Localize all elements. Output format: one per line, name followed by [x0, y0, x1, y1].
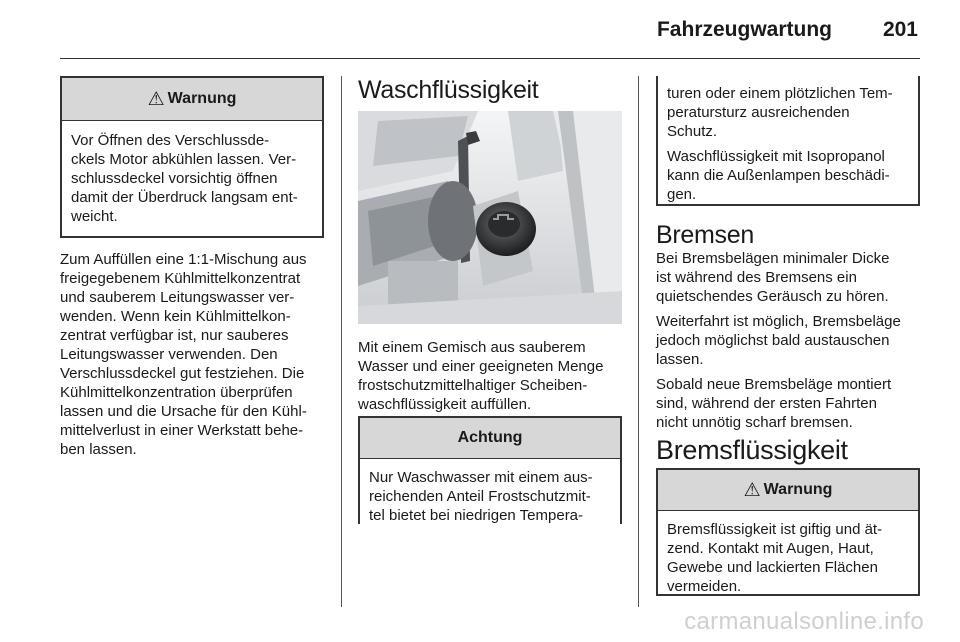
- caution-continuation-box: [656, 76, 920, 206]
- caution-box-header: [360, 418, 620, 459]
- column-divider-2: [638, 76, 639, 607]
- text-line: Gewebe und lackierten Flächen: [667, 559, 878, 576]
- washer-caution-box: [358, 416, 622, 524]
- text-line: Waschflüssigkeit mit Isopropanol: [667, 148, 885, 165]
- section-heading-washer-fluid: Waschflüssigkeit: [358, 76, 539, 104]
- caution-text: [360, 459, 620, 535]
- engine-bay-photo: [358, 111, 622, 324]
- text-line: frostschutzmittelhaltiger Scheiben-: [358, 377, 588, 394]
- text-line: zentrat verfügbar ist, nur sauberes: [60, 327, 289, 344]
- coolant-paragraph: [60, 250, 324, 459]
- text-line: und sauberem Leitungswasser ver-: [60, 289, 295, 306]
- text-line: Verschlussdeckel gut festziehen. Die: [60, 365, 305, 382]
- brakes-section: [656, 220, 926, 432]
- warning-line: damit der Überdruck langsam ent-: [71, 189, 298, 206]
- caution-continuation-para-1: [667, 84, 910, 141]
- warning-box-header: [62, 78, 322, 121]
- text-line: sind, während der ersten Fahrten: [656, 395, 877, 412]
- text-line: tel bietet bei niedrigen Tempera-: [369, 507, 584, 524]
- text-line: wenden. Wenn kein Kühlmittelkon-: [60, 308, 291, 325]
- warning-triangle-icon: ⚠: [743, 479, 761, 501]
- brakes-paragraph-1: [656, 249, 926, 306]
- text-line: Schutz.: [667, 123, 718, 140]
- warning-line: ckels Motor abkühlen lassen. Ver-: [71, 151, 297, 168]
- text-line: Zum Auffüllen eine 1:1-Mischung aus: [60, 251, 307, 268]
- running-header-title: Fahrzeugwartung: [656, 18, 832, 41]
- text-line: Bremsflüssigkeit ist giftig und ät-: [667, 521, 883, 538]
- column-divider-1: [341, 76, 342, 607]
- text-line: Nur Waschwasser mit einem aus-: [369, 469, 593, 486]
- coolant-warning-box: [60, 76, 324, 238]
- text-line: freigegebenem Kühlmittelkonzentrat: [60, 270, 301, 287]
- text-line: Kühlmittelkonzentration überprüfen: [60, 384, 293, 401]
- brakes-paragraph-3: [656, 375, 926, 432]
- brakes-paragraph-2: [656, 312, 926, 369]
- warning-box-header: [658, 470, 918, 511]
- text-line: quietschendes Geräusch zu hören.: [656, 288, 889, 305]
- warning-title: Warnung: [763, 481, 833, 498]
- text-line: ben lassen.: [60, 441, 137, 458]
- warning-line: Vor Öffnen des Verschlussde-: [71, 132, 270, 149]
- text-line: jedoch möglichst bald austauschen: [656, 332, 890, 349]
- caution-continuation-para-2: [667, 147, 910, 204]
- warning-line: weicht.: [71, 208, 118, 225]
- warning-text: [658, 511, 918, 606]
- caution-title: Achtung: [457, 429, 523, 446]
- text-line: zend. Kontakt mit Augen, Haut,: [667, 540, 874, 557]
- text-line: waschflüssigkeit auffüllen.: [358, 396, 532, 413]
- text-line: Mit einem Gemisch aus sauberem: [358, 339, 586, 356]
- text-line: nicht unnötig scharf bremsen.: [656, 414, 853, 431]
- text-line: vermeiden.: [667, 578, 742, 595]
- text-line: ist während des Bremsens ein: [656, 269, 857, 286]
- warning-triangle-icon: ⚠: [147, 88, 165, 110]
- section-heading-brake-fluid: Bremsflüssigkeit: [656, 435, 848, 465]
- warning-title: Warnung: [167, 90, 237, 107]
- text-line: lassen.: [656, 351, 704, 368]
- text-line: Leitungswasser verwenden. Den: [60, 346, 278, 363]
- header-rule: [60, 58, 920, 59]
- text-line: peratursturz ausreichenden: [667, 104, 850, 121]
- text-line: Weiterfahrt ist möglich, Bremsbeläge: [656, 313, 901, 330]
- text-line: mittelverlust in einer Werkstatt behe-: [60, 422, 304, 439]
- text-line: reichenden Anteil Frostschutzmit-: [369, 488, 591, 505]
- left-column: [60, 76, 324, 459]
- text-line: gen.: [667, 186, 697, 203]
- brake-fluid-warning-box: [656, 468, 920, 596]
- page-number: 201: [882, 18, 918, 41]
- engine-bay-illustration: [358, 111, 622, 324]
- text-line: lassen und die Ursache für den Kühl-: [60, 403, 307, 420]
- text-line: kann die Außenlampen beschädi-: [667, 167, 890, 184]
- warning-line: schlussdeckel vorsichtig öffnen: [71, 170, 278, 187]
- text-line: Wasser und einer geeigneten Menge: [358, 358, 604, 375]
- section-heading-brakes: Bremsen: [656, 221, 754, 249]
- washer-fluid-paragraph: [358, 338, 628, 414]
- warning-text: [62, 121, 322, 236]
- text-line: Bei Bremsbelägen minimaler Dicke: [656, 250, 890, 267]
- watermark: carmanualsonline.info: [684, 608, 924, 635]
- text-line: Sobald neue Bremsbeläge montiert: [656, 376, 892, 393]
- text-line: turen oder einem plötzlichen Tem-: [667, 85, 893, 102]
